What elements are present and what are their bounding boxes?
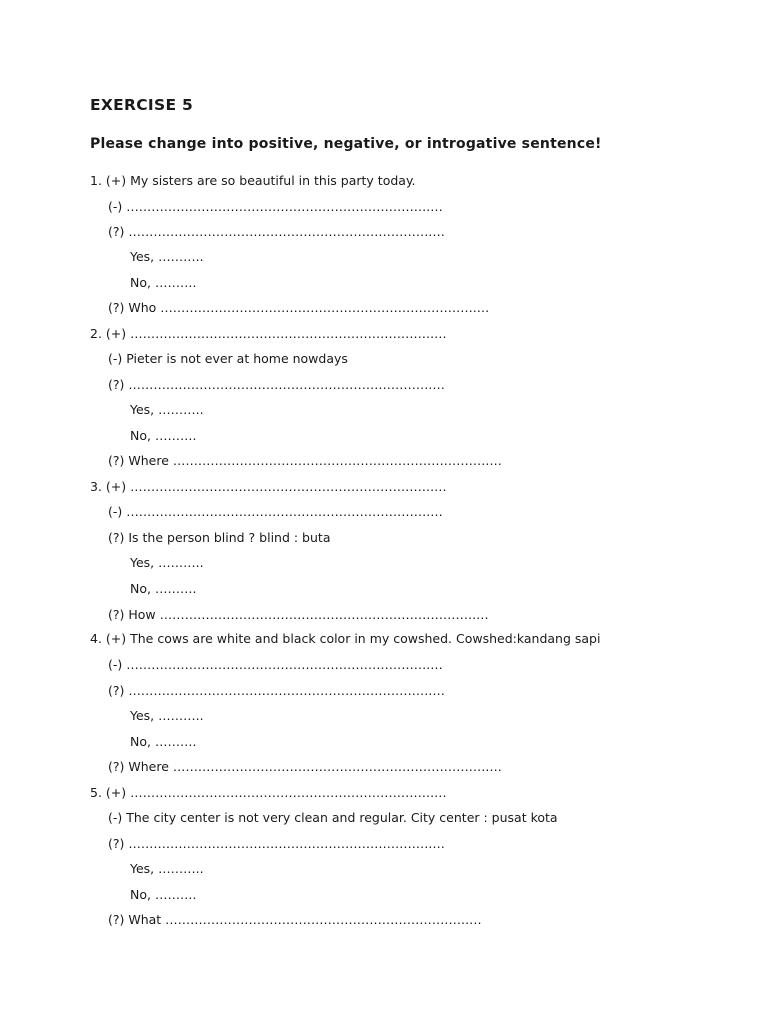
item-2-positive: 2. (+) ……………………………………………………………….…: [90, 326, 447, 341]
item-3-yes: Yes, ………..: [130, 555, 204, 570]
item-3-positive: 3. (+) ……………………………………………………………….…: [90, 479, 447, 494]
item-1-wh-question: (?) Who ………………………………………………………………….…: [108, 300, 490, 315]
item-3-wh-question: (?) How ………………………………………………………………….…: [108, 607, 489, 622]
instruction-text: Please change into positive, negative, or introgative sentence!: [90, 136, 602, 152]
item-5-question: (?) ……………………………………………………………….…: [108, 836, 445, 851]
item-2-wh-question: (?) Where ………………………………………………………………….…: [108, 453, 502, 468]
item-1-no: No, ……….: [130, 275, 197, 290]
item-5-negative: (-) The city center is not very clean and regular. City center : pusat kota: [108, 810, 558, 825]
item-5-yes: Yes, ………..: [130, 861, 204, 876]
item-1-question: (?) ……………………………………………………………….…: [108, 224, 445, 239]
item-4-yes: Yes, ………..: [130, 708, 204, 723]
item-4-question: (?) ……………………………………………………………….…: [108, 683, 445, 698]
item-5-positive: 5. (+) ……………………………………………………………….…: [90, 785, 447, 800]
item-1-yes: Yes, ………..: [130, 249, 204, 264]
item-2-negative: (-) Pieter is not ever at home nowdays: [108, 351, 348, 366]
item-4-negative: (-) ……………………………………………………………….…: [108, 657, 443, 672]
item-4-wh-question: (?) Where ………………………………………………………………….…: [108, 759, 502, 774]
item-5-wh-question: (?) What ……………………………………………………………….…: [108, 912, 482, 927]
item-5-no: No, ……….: [130, 887, 197, 902]
item-3-no: No, ……….: [130, 581, 197, 596]
item-2-question: (?) ……………………………………………………………….…: [108, 377, 445, 392]
item-2-yes: Yes, ………..: [130, 402, 204, 417]
item-3-question: (?) Is the person blind ? blind : buta: [108, 530, 331, 545]
item-4-no: No, ……….: [130, 734, 197, 749]
item-3-negative: (-) ……………………………………………………………….…: [108, 504, 443, 519]
item-4-positive: 4. (+) The cows are white and black color in my cowshed. Cowshed:kandang sapi: [90, 631, 601, 646]
item-1-negative: (-) ……………………………………………………………….…: [108, 199, 443, 214]
item-1-positive: 1. (+) My sisters are so beautiful in this party today.: [90, 173, 416, 188]
item-2-no: No, ……….: [130, 428, 197, 443]
exercise-title: EXERCISE 5: [90, 96, 194, 114]
